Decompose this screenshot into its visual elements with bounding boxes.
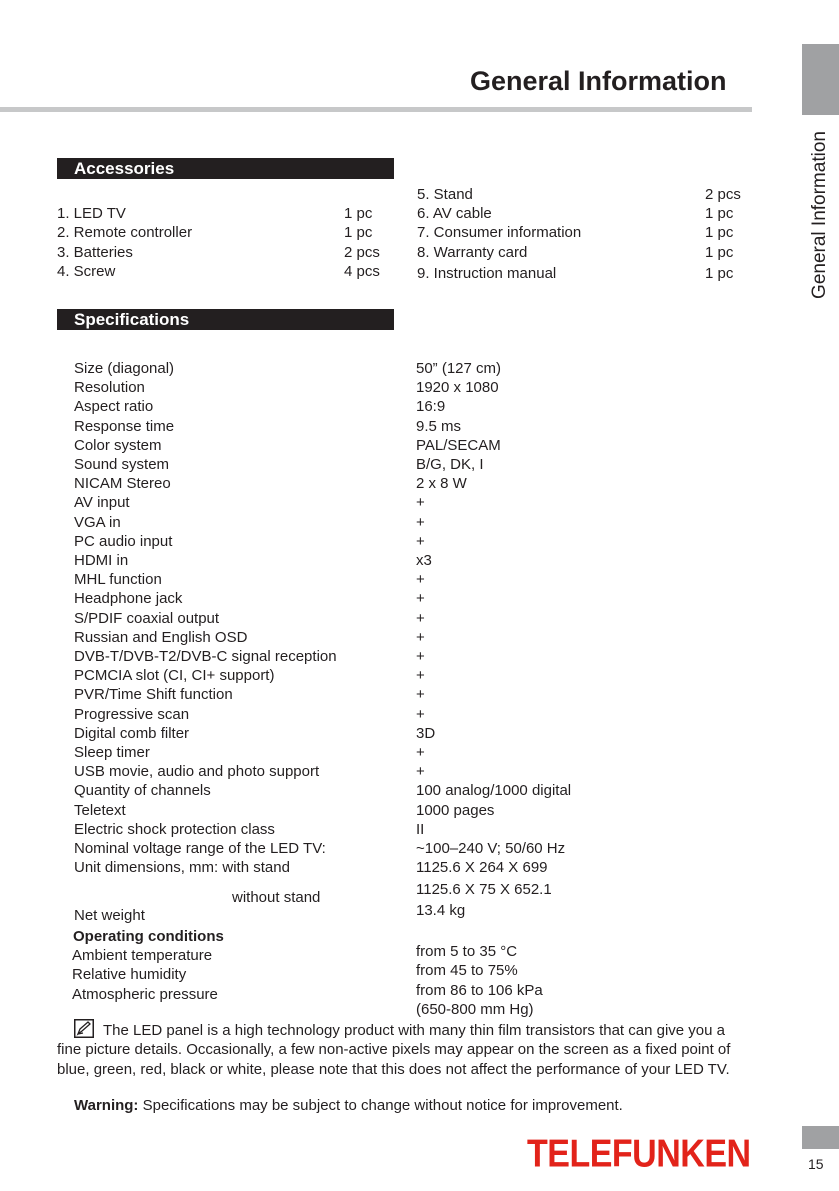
spec-row-value: x3 [416,552,432,569]
operating-row-label: Relative humidity [72,966,187,983]
spec-row-value: PAL/SECAM [416,436,501,454]
accessory-item-qty: 4 pcs [344,263,380,280]
spec-row-label: Nominal voltage range of the LED TV: [74,840,326,857]
accessory-item-qty: 2 pcs [705,186,741,203]
spec-row-value: + [416,667,425,685]
note-text: The LED panel is a high technology product with many thin film transistors that can give you a fine picture details. Occasionally, a few non-active pixels may appear on the screen as a fixed point of blue, green, red, black or white, please note that this does not affect the performance of your LED TV. [57,1022,731,1078]
spec-row-label: NICAM Stereo [74,475,171,493]
spec-row-value: + [416,494,425,512]
spec-row-value: + [416,763,425,781]
spec-row-label: Russian and English OSD [74,628,248,646]
spec-row-value: 2 x 8 W [416,475,467,493]
accessory-item-qty: 1 pc [705,224,734,241]
spec-row-value: + [416,686,425,704]
spec-row-label: Digital comb filter [74,724,190,742]
spec-row-value: 1920 x 1080 [416,379,499,397]
accessory-item-name: 4. Screw [57,263,116,280]
accessories-heading: Accessories [57,158,394,179]
operating-row-label: Ambient temperature [72,947,213,964]
warning-label: Warning: [74,1097,139,1114]
side-section-label: General Information [809,131,830,299]
spec-row-value: 3D [416,724,436,742]
spec-row-value: + [416,744,425,761]
accessory-item-qty: 2 pcs [344,244,380,261]
pressure-mmhg: (650-800 mm Hg) [416,1001,534,1018]
spec-row-label: VGA in [74,513,121,531]
note-pencil-icon [74,1019,94,1038]
spec-row-label: AV input [74,494,130,512]
net-weight-label: Net weight [74,907,145,924]
accessory-item-qty: 1 pc [705,205,734,222]
spec-row-label: MHL function [74,571,162,589]
spec-row-label: Aspect ratio [74,398,154,416]
spec-row-label: HDMI in [74,552,129,569]
without-stand-value: 1125.6 X 75 X 652.1 [416,881,552,898]
telefunken-logo: TELEFUNKEN [527,1132,751,1176]
accessory-item-qty: 1 pc [344,224,373,241]
accessory-item-name: 9. Instruction manual [417,265,557,282]
accessory-item-name: 3. Batteries [57,244,133,261]
spec-row-value: 100 analog/1000 digital [416,782,572,800]
spec-row-value: 1000 pages [416,801,495,819]
spec-row-label: Headphone jack [74,590,183,608]
operating-row-value: from 86 to 106 kPa [416,982,543,999]
spec-row-label: Sound system [74,456,170,473]
spec-row-label: Progressive scan [74,705,190,723]
accessory-item-name: 6. AV cable [417,205,492,222]
accessory-item-name: 5. Stand [417,186,473,203]
page-title: General Information [470,66,727,96]
spec-row-label: Quantity of channels [74,782,211,800]
accessory-item-name: 1. LED TV [57,205,126,222]
spec-row-value: + [416,705,425,723]
page-tab-marker [802,1126,839,1149]
spec-row-value: + [416,571,425,589]
spec-row-label: PVR/Time Shift function [74,686,233,704]
spec-row-value: + [416,513,425,531]
spec-row-label: Teletext [74,801,126,819]
accessory-item-name: 8. Warranty card [417,244,528,261]
accessory-item-qty: 1 pc [705,265,734,282]
accessory-item-name: 2. Remote controller [57,224,193,241]
note-paragraph [57,1019,747,1079]
spec-row-label: S/PDIF coaxial output [74,609,220,627]
spec-row-value: + [416,648,425,665]
warning-text: Specifications may be subject to change without notice for improvement. [138,1097,623,1114]
operating-conditions-heading: Operating conditions [73,928,224,945]
spec-row-label: Unit dimensions, mm: with stand [74,859,290,877]
page-number: 15 [808,1156,824,1172]
operating-row-value: from 45 to 75% [416,962,518,979]
warning-line [74,1096,623,1115]
spec-row-value: + [416,628,425,646]
side-tab-marker [802,44,839,115]
spec-row-value: 1125.6 X 264 X 699 [416,859,548,877]
spec-row-label: PCMCIA slot (CI, CI+ support) [74,667,275,685]
operating-row-value: from 5 to 35 °C [416,943,518,960]
spec-row-value: + [416,609,425,627]
spec-row-label: Response time [74,417,175,435]
spec-row-label: Electric shock protection class [74,820,275,838]
accessory-item-qty: 1 pc [705,244,734,261]
spec-row-label: Sleep timer [74,744,150,761]
spec-row-value: + [416,532,425,550]
spec-row-value: ~100–240 V; 50/60 Hz [416,840,566,857]
spec-row-value: B/G, DK, I [416,456,484,473]
spec-row-label: Resolution [74,379,145,397]
specifications-heading: Specifications [57,309,394,330]
spec-row-value: + [416,590,425,608]
spec-row-label: DVB-T/DVB-T2/DVB-C signal reception [74,648,337,665]
without-stand-label: without stand [232,889,321,906]
spec-row-value: 9.5 ms [416,417,462,435]
title-rule [0,107,752,112]
accessory-item-qty: 1 pc [344,205,373,222]
net-weight-value: 13.4 kg [416,902,466,919]
spec-row-label: USB movie, audio and photo support [74,763,320,781]
spec-row-value: II [416,820,425,838]
spec-row-value: 16:9 [416,398,446,416]
spec-row-value: 50” (127 cm) [416,360,502,377]
operating-row-label: Atmospheric pressure [72,986,218,1003]
accessory-item-name: 7. Consumer information [417,224,582,241]
spec-row-label: PC audio input [74,532,173,550]
spec-row-label: Size (diagonal) [74,360,175,377]
spec-row-label: Color system [74,436,162,454]
